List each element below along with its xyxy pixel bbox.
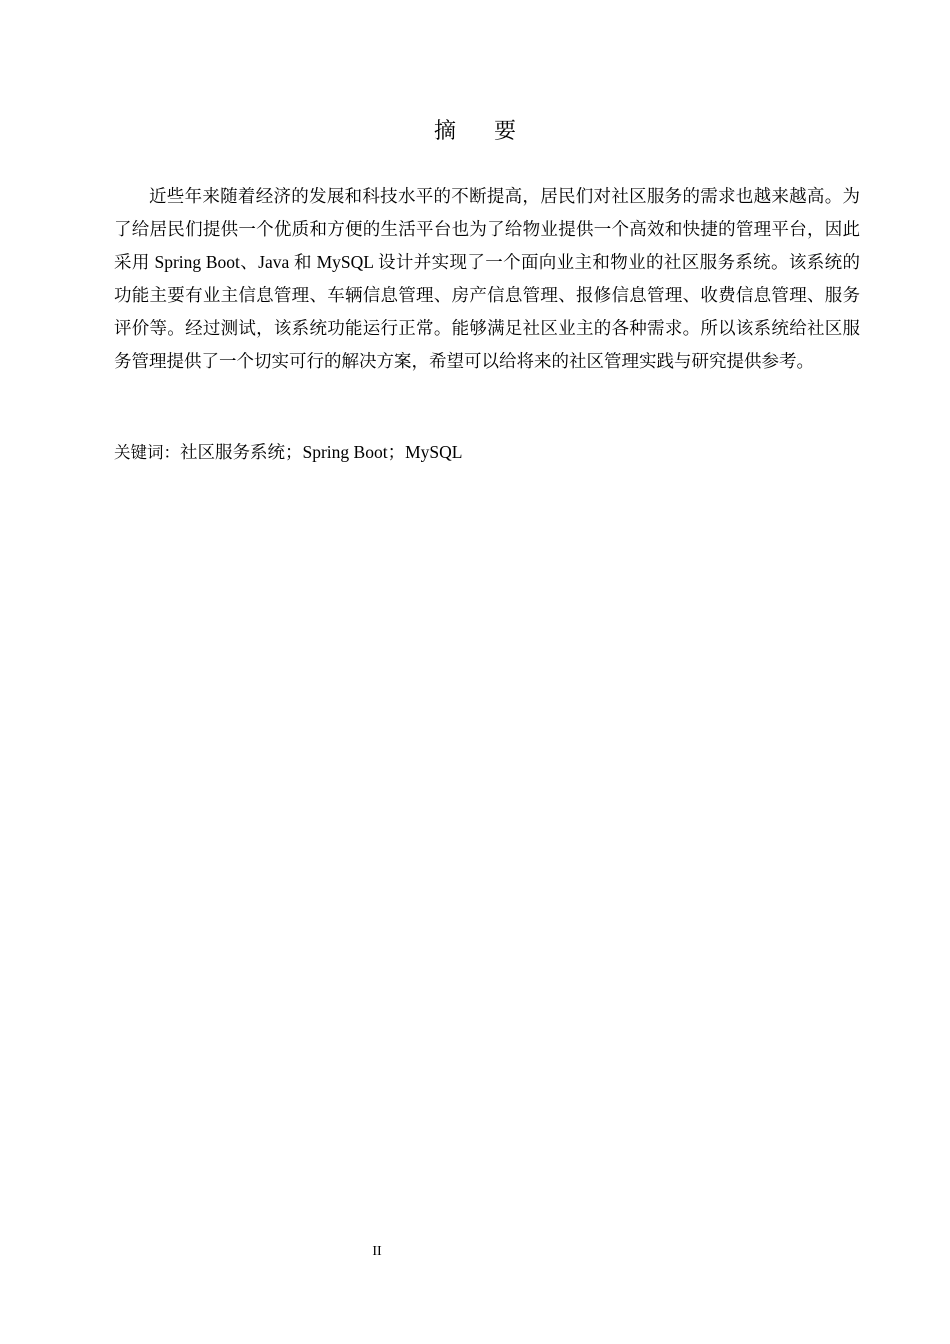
keywords-value: 社区服务系统；Spring Boot；MySQL: [180, 442, 463, 462]
title-char-1: 摘: [433, 119, 456, 144]
abstract-paragraph: 近些年来随着经济的发展和科技水平的不断提高，居民们对社区服务的需求也越来越高。为了给居民们提供一个优质和方便的生活平台也为了给物业提供一个高效和快捷的管理平台，因此采用 Spring Boot、Java 和 MySQL 设计并实现了一个面向业主和物业的社区服务系统。该系统的功能主要有业主信息管理、车辆信息管理、房产信息管理、报修信息管理、收费信息管理、服务评价等。经过测试，该系统功能运行正常。能够满足社区业主的各种需求。所以该系统给社区服务管理提供了一个切实可行的解决方案，希望可以给将来的社区管理实践与研究提供参考。: [114, 186, 860, 371]
page-number: II: [372, 1244, 382, 1259]
keywords-line: [114, 436, 860, 469]
abstract-title: [0, 114, 950, 145]
keywords-label: 关键词：: [114, 443, 180, 462]
title-char-2: 要: [494, 119, 517, 144]
